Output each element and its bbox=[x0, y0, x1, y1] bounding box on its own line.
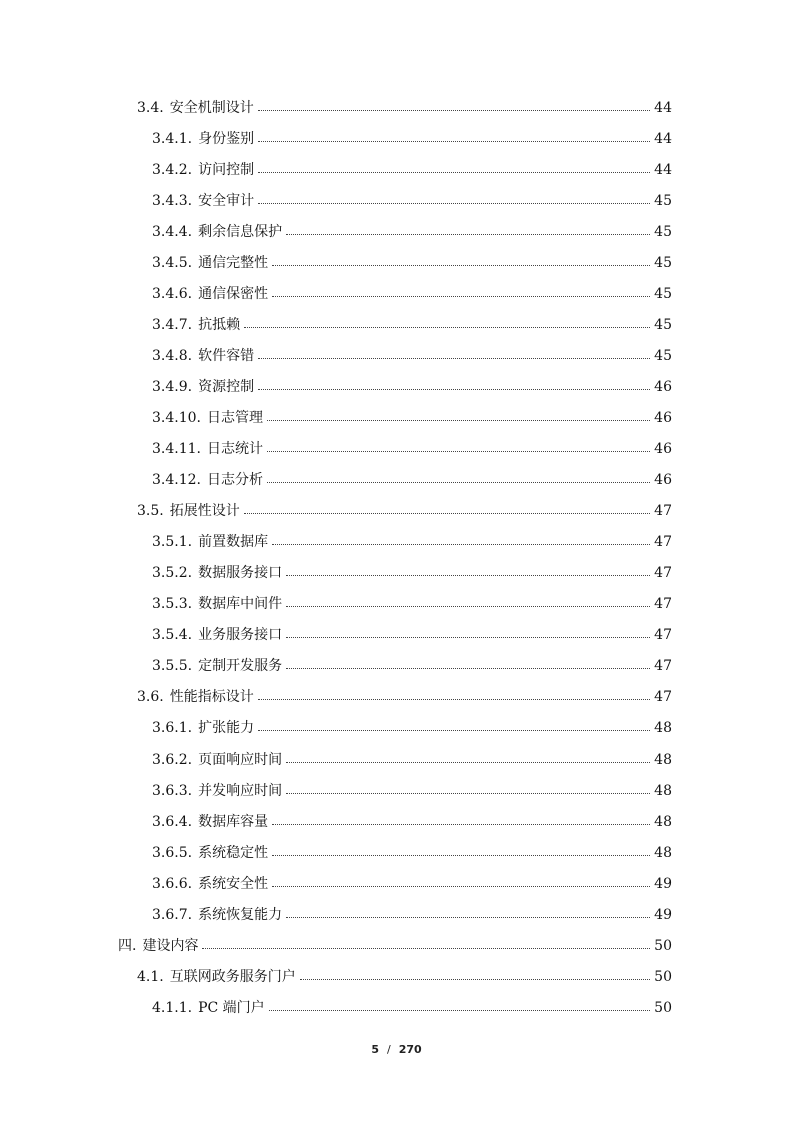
toc-entry-number: 3.4.11. bbox=[152, 441, 201, 458]
toc-dot-leader bbox=[286, 574, 650, 576]
toc-entry-title: 日志管理 bbox=[206, 409, 263, 426]
toc-dot-leader bbox=[286, 916, 650, 918]
toc-entry-page-number: 45 bbox=[654, 223, 672, 240]
toc-dot-leader bbox=[267, 450, 650, 452]
toc-entry[interactable] bbox=[0, 496, 793, 527]
page-separator: / bbox=[386, 1043, 391, 1056]
toc-entry-page-number: 45 bbox=[654, 316, 672, 333]
toc-entry-number: 3.4.8. bbox=[152, 347, 193, 364]
toc-entry-number: 3.4.10. bbox=[152, 409, 201, 426]
toc-entry-title: 扩张能力 bbox=[198, 720, 255, 737]
toc-entry-title: 互联网政务服务门户 bbox=[169, 968, 296, 985]
current-page-number: 5 bbox=[371, 1043, 379, 1056]
toc-entry-title: 系统安全性 bbox=[198, 875, 269, 892]
toc-entry-page-number: 46 bbox=[654, 378, 672, 395]
toc-entry[interactable] bbox=[0, 340, 793, 371]
toc-entry[interactable] bbox=[0, 992, 793, 1023]
toc-entry-number: 3.5.2. bbox=[152, 565, 193, 582]
toc-entry-number: 3.5.1. bbox=[152, 534, 193, 551]
toc-entry-title: 日志统计 bbox=[206, 441, 263, 458]
toc-dot-leader bbox=[258, 171, 650, 173]
toc-dot-leader bbox=[286, 667, 650, 669]
toc-entry-number: 3.5.3. bbox=[152, 596, 193, 613]
toc-entry[interactable] bbox=[0, 371, 793, 402]
toc-entry-title: 性能指标设计 bbox=[169, 689, 254, 706]
toc-entry[interactable] bbox=[0, 837, 793, 868]
toc-entry-page-number: 48 bbox=[654, 813, 672, 830]
toc-entry[interactable] bbox=[0, 247, 793, 278]
toc-entry-title: 拓展性设计 bbox=[169, 503, 240, 520]
toc-entry-page-number: 47 bbox=[654, 565, 672, 582]
toc-entry-page-number: 47 bbox=[654, 534, 672, 551]
toc-entry-number: 3.4.6. bbox=[152, 285, 193, 302]
toc-entry-title: 身份鉴别 bbox=[198, 130, 255, 147]
toc-entry-number: 3.6.6. bbox=[152, 875, 193, 892]
toc-entry-page-number: 47 bbox=[654, 658, 672, 675]
toc-entry-number: 3.5. bbox=[137, 503, 164, 520]
toc-entry[interactable] bbox=[0, 899, 793, 930]
toc-entry[interactable] bbox=[0, 278, 793, 309]
toc-entry-page-number: 50 bbox=[654, 968, 672, 985]
toc-entry[interactable] bbox=[0, 402, 793, 433]
toc-entry-title: 数据库容量 bbox=[198, 813, 269, 830]
toc-entry[interactable] bbox=[0, 185, 793, 216]
toc-entry-title: 通信完整性 bbox=[198, 254, 269, 271]
toc-entry-number: 3.6.4. bbox=[152, 813, 193, 830]
toc-entry-number: 3.4.2. bbox=[152, 161, 193, 178]
toc-entry-page-number: 50 bbox=[654, 937, 672, 954]
toc-entry[interactable] bbox=[0, 651, 793, 682]
toc-dot-leader bbox=[258, 698, 650, 700]
toc-entry[interactable] bbox=[0, 92, 793, 123]
toc-entry-number: 3.4.5. bbox=[152, 254, 193, 271]
toc-entry-title: 建设内容 bbox=[142, 937, 199, 954]
toc-dot-leader bbox=[258, 140, 650, 142]
toc-entry[interactable] bbox=[0, 806, 793, 837]
toc-entry-page-number: 48 bbox=[654, 751, 672, 768]
toc-entry[interactable] bbox=[0, 589, 793, 620]
toc-entry-title: 页面响应时间 bbox=[198, 751, 283, 768]
toc-entry-title: 通信保密性 bbox=[198, 285, 269, 302]
toc-entry[interactable] bbox=[0, 434, 793, 465]
toc-entry-page-number: 48 bbox=[654, 844, 672, 861]
toc-entry-number: 3.5.5. bbox=[152, 658, 193, 675]
toc-dot-leader bbox=[267, 481, 650, 483]
toc-entry-page-number: 44 bbox=[654, 130, 672, 147]
toc-entry-page-number: 45 bbox=[654, 347, 672, 364]
toc-dot-leader bbox=[286, 792, 650, 794]
toc-entry-page-number: 47 bbox=[654, 689, 672, 706]
toc-entry[interactable] bbox=[0, 682, 793, 713]
toc-entry[interactable] bbox=[0, 216, 793, 247]
toc-entry-page-number: 46 bbox=[654, 441, 672, 458]
toc-entry-title: 安全审计 bbox=[198, 192, 255, 209]
toc-entry[interactable] bbox=[0, 465, 793, 496]
toc-entry-title: 业务服务接口 bbox=[198, 627, 283, 644]
toc-dot-leader bbox=[286, 636, 650, 638]
toc-dot-leader bbox=[258, 357, 650, 359]
toc-entry-title: 数据服务接口 bbox=[198, 565, 283, 582]
toc-entry-title: 定制开发服务 bbox=[198, 658, 283, 675]
toc-entry-page-number: 47 bbox=[654, 596, 672, 613]
table-of-contents bbox=[0, 92, 793, 1023]
toc-entry[interactable] bbox=[0, 930, 793, 961]
toc-entry-page-number: 50 bbox=[654, 999, 672, 1016]
toc-entry-number: 四. bbox=[118, 937, 137, 954]
toc-entry-number: 3.6.3. bbox=[152, 782, 193, 799]
toc-entry[interactable] bbox=[0, 744, 793, 775]
toc-dot-leader bbox=[202, 947, 650, 949]
toc-dot-leader bbox=[269, 1009, 650, 1011]
toc-entry-title: 前置数据库 bbox=[198, 534, 269, 551]
toc-entry-page-number: 44 bbox=[654, 99, 672, 116]
toc-entry-title: 剩余信息保护 bbox=[198, 223, 283, 240]
toc-entry-title: 访问控制 bbox=[198, 161, 255, 178]
toc-dot-leader bbox=[272, 264, 650, 266]
toc-entry[interactable] bbox=[0, 123, 793, 154]
toc-entry-number: 3.6.5. bbox=[152, 844, 193, 861]
toc-entry-number: 3.4.9. bbox=[152, 378, 193, 395]
toc-entry-page-number: 47 bbox=[654, 627, 672, 644]
toc-entry-title: 日志分析 bbox=[206, 472, 263, 489]
toc-entry[interactable] bbox=[0, 527, 793, 558]
toc-dot-leader bbox=[300, 978, 650, 980]
toc-entry[interactable] bbox=[0, 868, 793, 899]
toc-dot-leader bbox=[272, 295, 650, 297]
toc-entry-page-number: 49 bbox=[654, 906, 672, 923]
toc-entry-title: 抗抵赖 bbox=[198, 316, 241, 333]
toc-entry-number: 3.4. bbox=[137, 99, 164, 116]
toc-dot-leader bbox=[286, 761, 650, 763]
toc-entry[interactable] bbox=[0, 620, 793, 651]
toc-entry-page-number: 45 bbox=[654, 254, 672, 271]
toc-entry-page-number: 47 bbox=[654, 503, 672, 520]
toc-entry-number: 3.6.1. bbox=[152, 720, 193, 737]
toc-entry-title: 数据库中间件 bbox=[198, 596, 283, 613]
toc-dot-leader bbox=[286, 233, 650, 235]
toc-entry[interactable] bbox=[0, 775, 793, 806]
toc-entry-number: 4.1. bbox=[137, 968, 164, 985]
toc-entry-number: 3.4.1. bbox=[152, 130, 193, 147]
toc-entry-number: 3.4.3. bbox=[152, 192, 193, 209]
toc-dot-leader bbox=[286, 605, 650, 607]
toc-entry-number: 3.6. bbox=[137, 689, 164, 706]
toc-dot-leader bbox=[258, 202, 650, 204]
toc-entry-number: 3.5.4. bbox=[152, 627, 193, 644]
toc-entry-title: 安全机制设计 bbox=[169, 99, 254, 116]
toc-entry-number: 3.6.2. bbox=[152, 751, 193, 768]
toc-entry-page-number: 45 bbox=[654, 192, 672, 209]
toc-entry-title: 系统稳定性 bbox=[198, 844, 269, 861]
toc-dot-leader bbox=[244, 512, 650, 514]
toc-dot-leader bbox=[272, 823, 650, 825]
toc-entry[interactable] bbox=[0, 154, 793, 185]
toc-entry-page-number: 48 bbox=[654, 782, 672, 799]
toc-entry[interactable] bbox=[0, 309, 793, 340]
toc-dot-leader bbox=[272, 543, 650, 545]
toc-entry[interactable] bbox=[0, 713, 793, 744]
toc-entry-title: 软件容错 bbox=[198, 347, 255, 364]
toc-entry-page-number: 44 bbox=[654, 161, 672, 178]
toc-dot-leader bbox=[267, 419, 650, 421]
toc-entry-page-number: 46 bbox=[654, 472, 672, 489]
toc-entry-page-number: 46 bbox=[654, 409, 672, 426]
total-page-count: 270 bbox=[398, 1043, 422, 1056]
toc-entry-title: 并发响应时间 bbox=[198, 782, 283, 799]
toc-dot-leader bbox=[258, 729, 650, 731]
toc-entry-title: 系统恢复能力 bbox=[198, 906, 283, 923]
toc-dot-leader bbox=[272, 885, 650, 887]
toc-entry-page-number: 45 bbox=[654, 285, 672, 302]
toc-dot-leader bbox=[272, 854, 650, 856]
toc-entry[interactable] bbox=[0, 558, 793, 589]
toc-dot-leader bbox=[244, 326, 650, 328]
toc-entry-title: PC 端门户 bbox=[198, 999, 265, 1016]
toc-entry-number: 3.4.7. bbox=[152, 316, 193, 333]
toc-dot-leader bbox=[258, 388, 650, 390]
toc-entry-number: 4.1.1. bbox=[152, 999, 193, 1016]
toc-entry-page-number: 49 bbox=[654, 875, 672, 892]
toc-dot-leader bbox=[258, 109, 650, 111]
toc-entry-title: 资源控制 bbox=[198, 378, 255, 395]
toc-entry-number: 3.6.7. bbox=[152, 906, 193, 923]
toc-entry-page-number: 48 bbox=[654, 720, 672, 737]
toc-entry-number: 3.4.4. bbox=[152, 223, 193, 240]
toc-entry-number: 3.4.12. bbox=[152, 472, 201, 489]
toc-entry[interactable] bbox=[0, 961, 793, 992]
page-footer bbox=[0, 1043, 793, 1056]
